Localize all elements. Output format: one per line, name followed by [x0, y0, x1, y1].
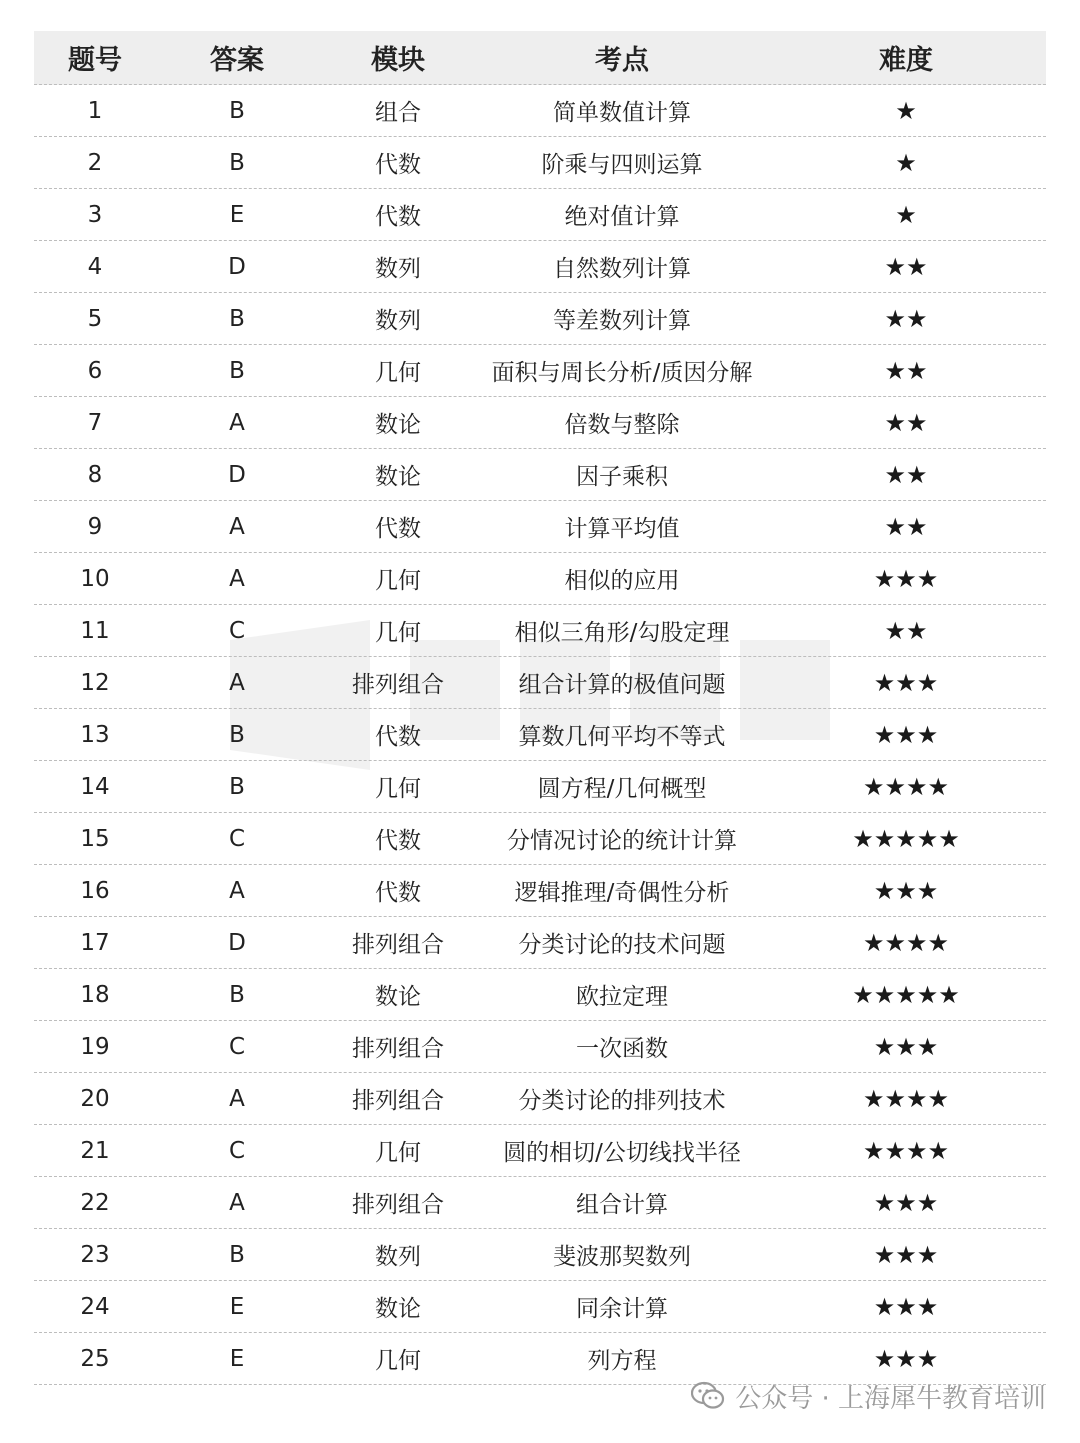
- row-answer: D: [228, 253, 246, 280]
- row-difficulty: ★★★: [873, 720, 939, 749]
- row-answer: E: [229, 1293, 245, 1320]
- wechat-icon: [691, 1381, 725, 1411]
- row-difficulty: ★: [895, 96, 917, 125]
- table-row: [34, 345, 1046, 397]
- row-module: 数论: [375, 412, 421, 438]
- row-answer: A: [229, 409, 245, 436]
- header-difficulty: 难度: [879, 45, 933, 76]
- row-topic: 圆的相切/公切线找半径: [503, 1140, 741, 1166]
- row-topic: 因子乘积: [576, 464, 668, 490]
- row-answer: E: [229, 201, 245, 228]
- row-answer: B: [229, 773, 245, 800]
- row-answer: B: [229, 1241, 245, 1268]
- row-module: 代数: [375, 204, 421, 230]
- row-answer: D: [228, 461, 246, 488]
- row-number: 25: [80, 1345, 110, 1372]
- row-module: 几何: [375, 360, 421, 386]
- table-row: [34, 553, 1046, 605]
- row-answer: B: [229, 721, 245, 748]
- row-module: 几何: [375, 776, 421, 802]
- row-number: 24: [80, 1293, 110, 1320]
- table-row: [34, 1177, 1046, 1229]
- row-topic: 算数几何平均不等式: [518, 724, 726, 750]
- row-topic: 逻辑推理/奇偶性分析: [514, 880, 730, 906]
- row-answer: C: [228, 825, 246, 852]
- row-difficulty: ★★★: [873, 1292, 939, 1321]
- row-answer: B: [229, 149, 245, 176]
- row-answer: A: [229, 669, 245, 696]
- row-number: 11: [80, 617, 110, 644]
- header-number: 题号: [68, 45, 122, 76]
- row-topic: 绝对值计算: [564, 204, 680, 230]
- row-difficulty: ★: [895, 200, 917, 229]
- row-module: 几何: [375, 1140, 421, 1166]
- row-module: 组合: [375, 100, 421, 126]
- row-module: 代数: [375, 516, 421, 542]
- row-topic: 分情况讨论的统计计算: [507, 828, 737, 854]
- row-number: 5: [87, 305, 103, 332]
- row-number: 8: [87, 461, 103, 488]
- header-module: 模块: [371, 45, 425, 76]
- row-module: 代数: [375, 724, 421, 750]
- table-row: [34, 293, 1046, 345]
- row-answer: B: [229, 97, 245, 124]
- row-difficulty: ★★★: [873, 876, 939, 905]
- row-difficulty: ★★★: [873, 564, 939, 593]
- row-number: 18: [80, 981, 110, 1008]
- row-answer: D: [228, 929, 246, 956]
- row-module: 代数: [375, 880, 421, 906]
- table-row: [34, 917, 1046, 969]
- row-number: 4: [87, 253, 103, 280]
- row-number: 14: [80, 773, 110, 800]
- row-number: 1: [87, 97, 103, 124]
- row-difficulty: ★★★: [873, 1344, 939, 1373]
- row-difficulty: ★★: [884, 616, 928, 645]
- row-number: 21: [80, 1137, 110, 1164]
- row-module: 代数: [375, 828, 421, 854]
- table-row: [34, 605, 1046, 657]
- row-module: 数论: [375, 464, 421, 490]
- header-answer: 答案: [210, 45, 264, 76]
- table-row: [34, 137, 1046, 189]
- row-number: 3: [87, 201, 103, 228]
- row-module: 排列组合: [352, 1088, 444, 1114]
- row-module: 排列组合: [352, 672, 444, 698]
- row-topic: 简单数值计算: [553, 100, 691, 126]
- row-answer: C: [228, 1033, 246, 1060]
- row-number: 22: [80, 1189, 110, 1216]
- row-module: 几何: [375, 620, 421, 646]
- row-topic: 分类讨论的技术问题: [518, 932, 726, 958]
- table-row: [34, 1125, 1046, 1177]
- table-row: [34, 1229, 1046, 1281]
- row-topic: 自然数列计算: [553, 256, 691, 282]
- row-topic: 相似三角形/勾股定理: [514, 620, 730, 646]
- row-difficulty: ★★★: [873, 1188, 939, 1217]
- row-number: 19: [80, 1033, 110, 1060]
- row-difficulty: ★★★★: [862, 1136, 950, 1165]
- row-answer: A: [229, 1085, 245, 1112]
- table-row: [34, 969, 1046, 1021]
- answer-table: [34, 31, 1046, 1385]
- row-answer: B: [229, 305, 245, 332]
- row-module: 数论: [375, 1296, 421, 1322]
- row-number: 2: [87, 149, 103, 176]
- row-answer: A: [229, 513, 245, 540]
- row-difficulty: ★★: [884, 460, 928, 489]
- table-row: [34, 241, 1046, 293]
- table-body: [34, 85, 1046, 1385]
- table-header: [34, 31, 1046, 85]
- row-topic: 组合计算的极值问题: [518, 672, 726, 698]
- row-module: 数列: [375, 256, 421, 282]
- row-module: 代数: [375, 152, 421, 178]
- row-number: 10: [80, 565, 110, 592]
- row-topic: 相似的应用: [564, 568, 680, 594]
- row-topic: 组合计算: [576, 1192, 668, 1218]
- row-difficulty: ★★: [884, 304, 928, 333]
- row-difficulty: ★★: [884, 408, 928, 437]
- table-row: [34, 189, 1046, 241]
- row-module: 数论: [375, 984, 421, 1010]
- table-row: [34, 1073, 1046, 1125]
- row-answer: B: [229, 357, 245, 384]
- row-difficulty: ★★★★: [862, 772, 950, 801]
- row-number: 16: [80, 877, 110, 904]
- table-row: [34, 85, 1046, 137]
- row-answer: A: [229, 565, 245, 592]
- row-number: 20: [80, 1085, 110, 1112]
- footer-watermark: [691, 1376, 1046, 1416]
- row-number: 12: [80, 669, 110, 696]
- row-topic: 列方程: [587, 1348, 657, 1374]
- table-row: [34, 813, 1046, 865]
- row-topic: 阶乘与四则运算: [541, 152, 703, 178]
- row-difficulty: ★★★★★: [852, 824, 960, 853]
- row-topic: 同余计算: [576, 1296, 668, 1322]
- table-row: [34, 865, 1046, 917]
- table-row: [34, 709, 1046, 761]
- table-row: [34, 657, 1046, 709]
- row-topic: 倍数与整除: [564, 412, 680, 438]
- row-difficulty: ★★★: [873, 1240, 939, 1269]
- row-topic: 一次函数: [576, 1036, 668, 1062]
- row-module: 排列组合: [352, 1192, 444, 1218]
- footer-text: 公众号 · 上海犀牛教育培训: [735, 1383, 1046, 1414]
- row-module: 几何: [375, 568, 421, 594]
- row-module: 排列组合: [352, 932, 444, 958]
- row-number: 23: [80, 1241, 110, 1268]
- table-row: [34, 761, 1046, 813]
- row-module: 排列组合: [352, 1036, 444, 1062]
- row-difficulty: ★★: [884, 512, 928, 541]
- row-answer: A: [229, 1189, 245, 1216]
- row-difficulty: ★★★★★: [852, 980, 960, 1009]
- row-difficulty: ★★: [884, 252, 928, 281]
- row-answer: E: [229, 1345, 245, 1372]
- row-difficulty: ★★★★: [862, 928, 950, 957]
- row-number: 9: [87, 513, 103, 540]
- row-difficulty: ★★: [884, 356, 928, 385]
- row-number: 7: [87, 409, 103, 436]
- table-row: [34, 397, 1046, 449]
- row-number: 13: [80, 721, 110, 748]
- row-topic: 计算平均值: [564, 516, 680, 542]
- row-answer: A: [229, 877, 245, 904]
- row-topic: 斐波那契数列: [553, 1244, 691, 1270]
- row-number: 6: [87, 357, 103, 384]
- row-module: 数列: [375, 308, 421, 334]
- row-module: 几何: [375, 1348, 421, 1374]
- row-topic: 分类讨论的排列技术: [518, 1088, 726, 1114]
- row-topic: 面积与周长分析/质因分解: [491, 360, 753, 386]
- row-answer: C: [228, 617, 246, 644]
- row-module: 数列: [375, 1244, 421, 1270]
- row-number: 17: [80, 929, 110, 956]
- table-row: [34, 449, 1046, 501]
- row-difficulty: ★★★: [873, 668, 939, 697]
- row-topic: 等差数列计算: [553, 308, 691, 334]
- row-number: 15: [80, 825, 110, 852]
- row-difficulty: ★: [895, 148, 917, 177]
- row-difficulty: ★★★★: [862, 1084, 950, 1113]
- row-answer: B: [229, 981, 245, 1008]
- table-row: [34, 501, 1046, 553]
- row-topic: 圆方程/几何概型: [537, 776, 707, 802]
- header-topic: 考点: [595, 45, 649, 76]
- row-difficulty: ★★★: [873, 1032, 939, 1061]
- table-row: [34, 1281, 1046, 1333]
- table-row: [34, 1021, 1046, 1073]
- row-answer: C: [228, 1137, 246, 1164]
- row-topic: 欧拉定理: [576, 984, 668, 1010]
